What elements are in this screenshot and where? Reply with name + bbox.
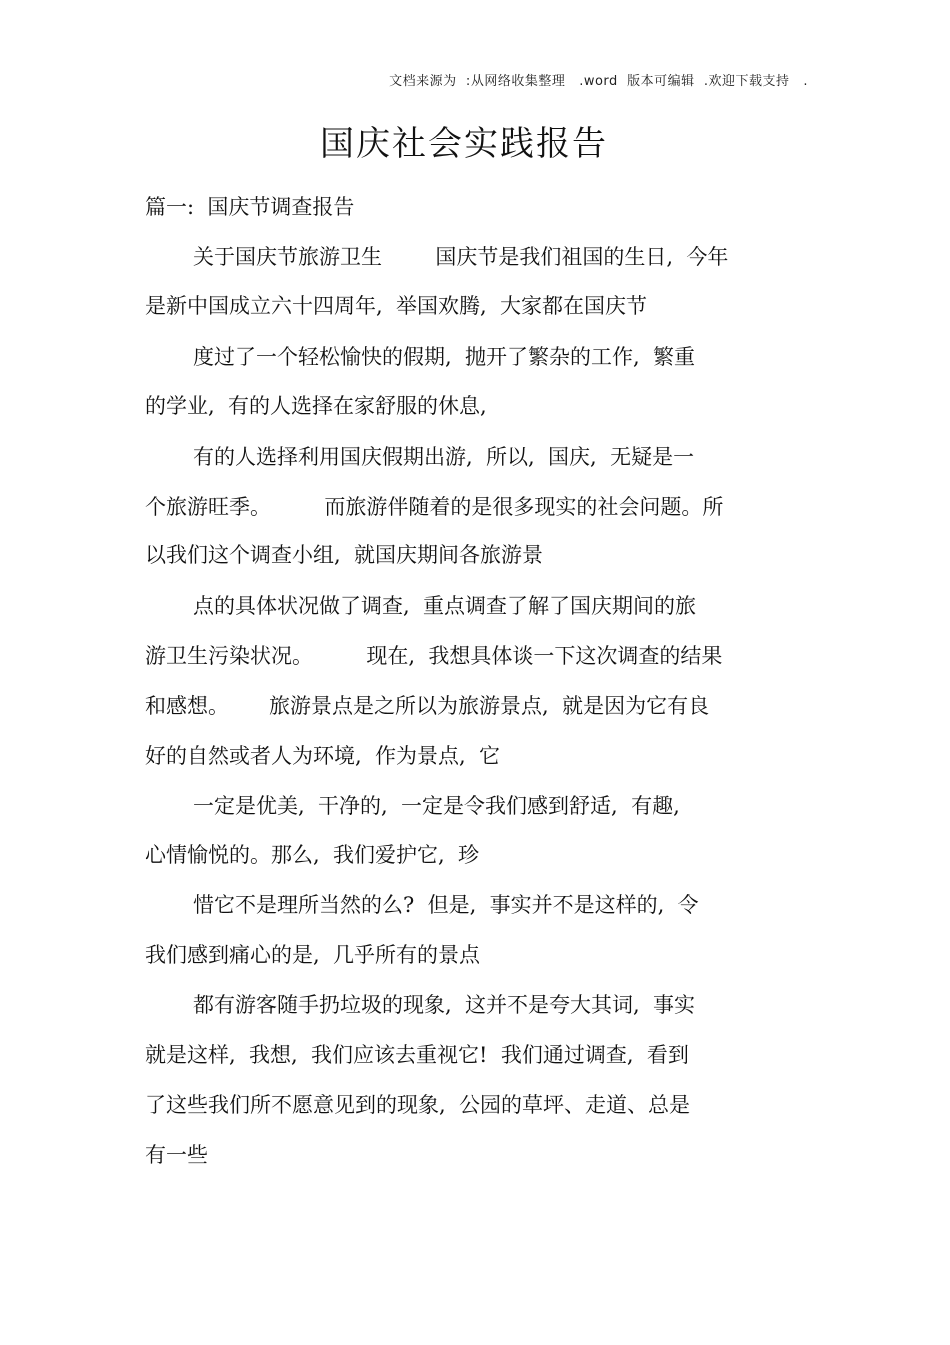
paragraph-line: 惜它不是理所当然的么? 但是, 事实并不是这样的, 令: [193, 893, 699, 917]
paragraph-line: 了这些我们所不愿意见到的现象, 公园的草坪、走道、总是: [145, 1093, 691, 1117]
source-note: 文档来源为 :从网络收集整理 .word 版本可编辑 .欢迎下载支持 .: [389, 74, 808, 89]
paragraph-line: 就是这样, 我想, 我们应该去重视它! 我们通过调查, 看到: [145, 1043, 689, 1067]
paragraph-line: 好的自然或者人为环境, 作为景点, 它: [145, 744, 501, 768]
paragraph-line: 一定是优美, 干净的, 一定是令我们感到舒适, 有趣,: [193, 794, 680, 818]
paragraph-line: 的学业, 有的人选择在家舒服的休息,: [145, 394, 487, 418]
paragraph-line: 度过了一个轻松愉快的假期, 抛开了繁杂的工作, 繁重: [193, 345, 696, 369]
paragraph-line: 关于国庆节旅游卫生 国庆节是我们祖国的生日, 今年: [193, 245, 729, 269]
paragraph-line: 点的具体状况做了调查, 重点调查了解了国庆期间的旅: [193, 594, 697, 618]
paragraph-line: 是新中国成立六十四周年, 举国欢腾, 大家都在国庆节: [145, 294, 648, 318]
paragraph-line: 都有游客随手扔垃圾的现象, 这并不是夸大其词, 事实: [193, 993, 696, 1017]
paragraph-line: 有一些: [145, 1143, 208, 1167]
document-title: 国庆社会实践报告: [320, 124, 608, 164]
paragraph-line: 以我们这个调查小组, 就国庆期间各旅游景: [145, 543, 544, 567]
paragraph-line: 我们感到痛心的是, 几乎所有的景点: [145, 943, 481, 967]
paragraph-line: 个旅游旺季。 而旅游伴随着的是很多现实的社会问题。所: [145, 495, 724, 519]
paragraph-line: 有的人选择利用国庆假期出游, 所以, 国庆, 无疑是一: [193, 445, 695, 469]
paragraph-line: 游卫生污染状况。 现在, 我想具体谈一下这次调查的结果: [145, 644, 723, 668]
paragraph-line: 和感想。 旅游景点是之所以为旅游景点, 就是因为它有良: [145, 694, 710, 718]
paragraph-line: 心情愉悦的。那么, 我们爱护它, 珍: [145, 843, 480, 867]
section-heading: 篇一: 国庆节调查报告: [145, 195, 355, 219]
